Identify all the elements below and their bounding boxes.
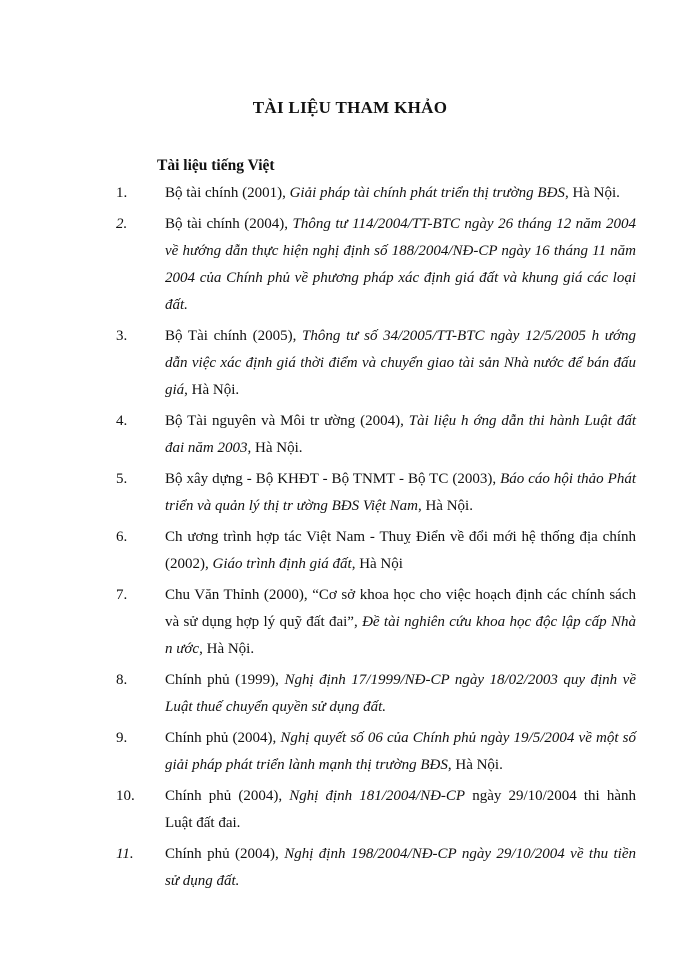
reference-item — [116, 211, 636, 319]
reference-publisher: , Hà Nội — [351, 556, 403, 572]
reference-item — [116, 841, 636, 895]
reference-text — [165, 211, 636, 319]
reference-author-year: Bộ xây dựng - Bộ KHĐT - Bộ TNMT - Bộ TC (2003), — [165, 471, 501, 487]
reference-text — [165, 667, 636, 721]
reference-author-year: Bộ tài chính (2004), — [165, 216, 293, 232]
reference-title: Nghị quyết số 06 của Chính phủ ngày 19/5/2004 về một số giải pháp phát triển lành mạnh thị trường BĐS — [165, 730, 637, 773]
reference-number: 5. — [116, 471, 128, 487]
reference-author-year: Chính phủ (2004), — [165, 788, 290, 804]
reference-list — [116, 180, 636, 899]
reference-title: Tài liệu h ớng dẫn thi hành Luật đất đai năm 2003 — [165, 413, 636, 456]
reference-text — [165, 408, 636, 462]
reference-text — [165, 180, 636, 207]
reference-author-year: Ch ương trình hợp tác Việt Nam - Thuỵ Điển về đổi mới hệ thống địa chính (2002), — [165, 529, 636, 572]
reference-item — [116, 582, 636, 663]
reference-number: 11. — [116, 846, 134, 862]
reference-author-year: Bộ Tài nguyên và Môi tr ường (2004), — [165, 413, 409, 429]
reference-item — [116, 466, 636, 520]
reference-publisher: , Hà Nội. — [564, 185, 620, 201]
reference-title: Thông tư 114/2004/TT-BTC ngày 26 tháng 12 năm 2004 về hướng dẫn thực hiện nghị định số 188/2004/NĐ-CP ngày 16 tháng 11 năm 2004 của Chính phủ về phương pháp xác định giá đất và khung giá các loại đất. — [165, 216, 636, 313]
reference-number: 8. — [116, 672, 128, 688]
reference-number: 4. — [116, 413, 128, 429]
reference-text — [165, 841, 636, 895]
reference-publisher: , Hà Nội. — [184, 382, 240, 398]
section-heading: Tài liệu tiếng Việt — [157, 157, 275, 174]
reference-publisher: ngày 29/10/2004 thi hành Luật đất đai. — [165, 788, 636, 831]
page-title: TÀI LIỆU THAM KHẢO — [252, 98, 448, 117]
reference-item — [116, 783, 636, 837]
reference-number: 7. — [116, 587, 128, 603]
reference-item — [116, 323, 636, 404]
reference-item — [116, 667, 636, 721]
reference-author-year: Chính phủ (2004), — [165, 730, 281, 746]
reference-number: 9. — [116, 730, 128, 746]
reference-text — [165, 524, 636, 578]
reference-item — [116, 408, 636, 462]
reference-author-year: Chính phủ (1999), — [165, 672, 285, 688]
reference-text — [165, 466, 636, 520]
reference-item — [116, 180, 636, 207]
reference-title: Đề tài nghiên cứu khoa học độc lập cấp Nhà n ước — [165, 614, 636, 657]
reference-text — [165, 783, 636, 837]
reference-number: 2. — [116, 216, 128, 232]
reference-title: Nghị định 17/1999/NĐ-CP ngày 18/02/2003 quy định về Luật thuế chuyển quyền sử dụng đất. — [165, 672, 636, 715]
reference-publisher: , Hà Nội. — [247, 440, 303, 456]
reference-title: Nghị định 181/2004/NĐ-CP — [289, 788, 466, 804]
reference-number: 3. — [116, 328, 128, 344]
reference-item — [116, 524, 636, 578]
reference-title: Giải pháp tài chính phát triển thị trường BĐS — [289, 185, 565, 201]
reference-text — [165, 725, 636, 779]
reference-text — [165, 323, 636, 404]
reference-author-year: Chính phủ (2004), — [165, 846, 285, 862]
reference-text — [165, 582, 636, 663]
reference-author-year: Chu Văn Thỉnh (2000), “Cơ sở khoa học cho việc hoạch định các chính sách và sử dụng hợp lý quỹ đất đai”, — [165, 587, 636, 630]
reference-author-year: Bộ tài chính (2001), — [165, 185, 290, 201]
reference-title: Thông tư số 34/2005/TT-BTC ngày 12/5/2005 h ướng dẫn việc xác định giá thời điểm và chuyển giao tài sản Nhà nước để bán đấu giá — [165, 328, 636, 398]
reference-number: 10. — [116, 788, 135, 804]
reference-publisher: , Hà Nội. — [417, 498, 473, 514]
reference-number: 1. — [116, 185, 128, 201]
reference-title: Nghị định 198/2004/NĐ-CP ngày 29/10/2004 về thu tiền sử dụng đất. — [165, 846, 637, 889]
reference-number: 6. — [116, 529, 128, 545]
reference-item — [116, 725, 636, 779]
reference-publisher: , Hà Nội. — [447, 757, 503, 773]
reference-title: Giáo trình định giá đất — [212, 556, 352, 572]
reference-author-year: Bộ Tài chính (2005), — [165, 328, 303, 344]
reference-title: Báo cáo hội thảo Phát triển và quản lý thị tr ường BĐS Việt Nam — [165, 471, 636, 514]
reference-publisher: , Hà Nội. — [199, 641, 255, 657]
